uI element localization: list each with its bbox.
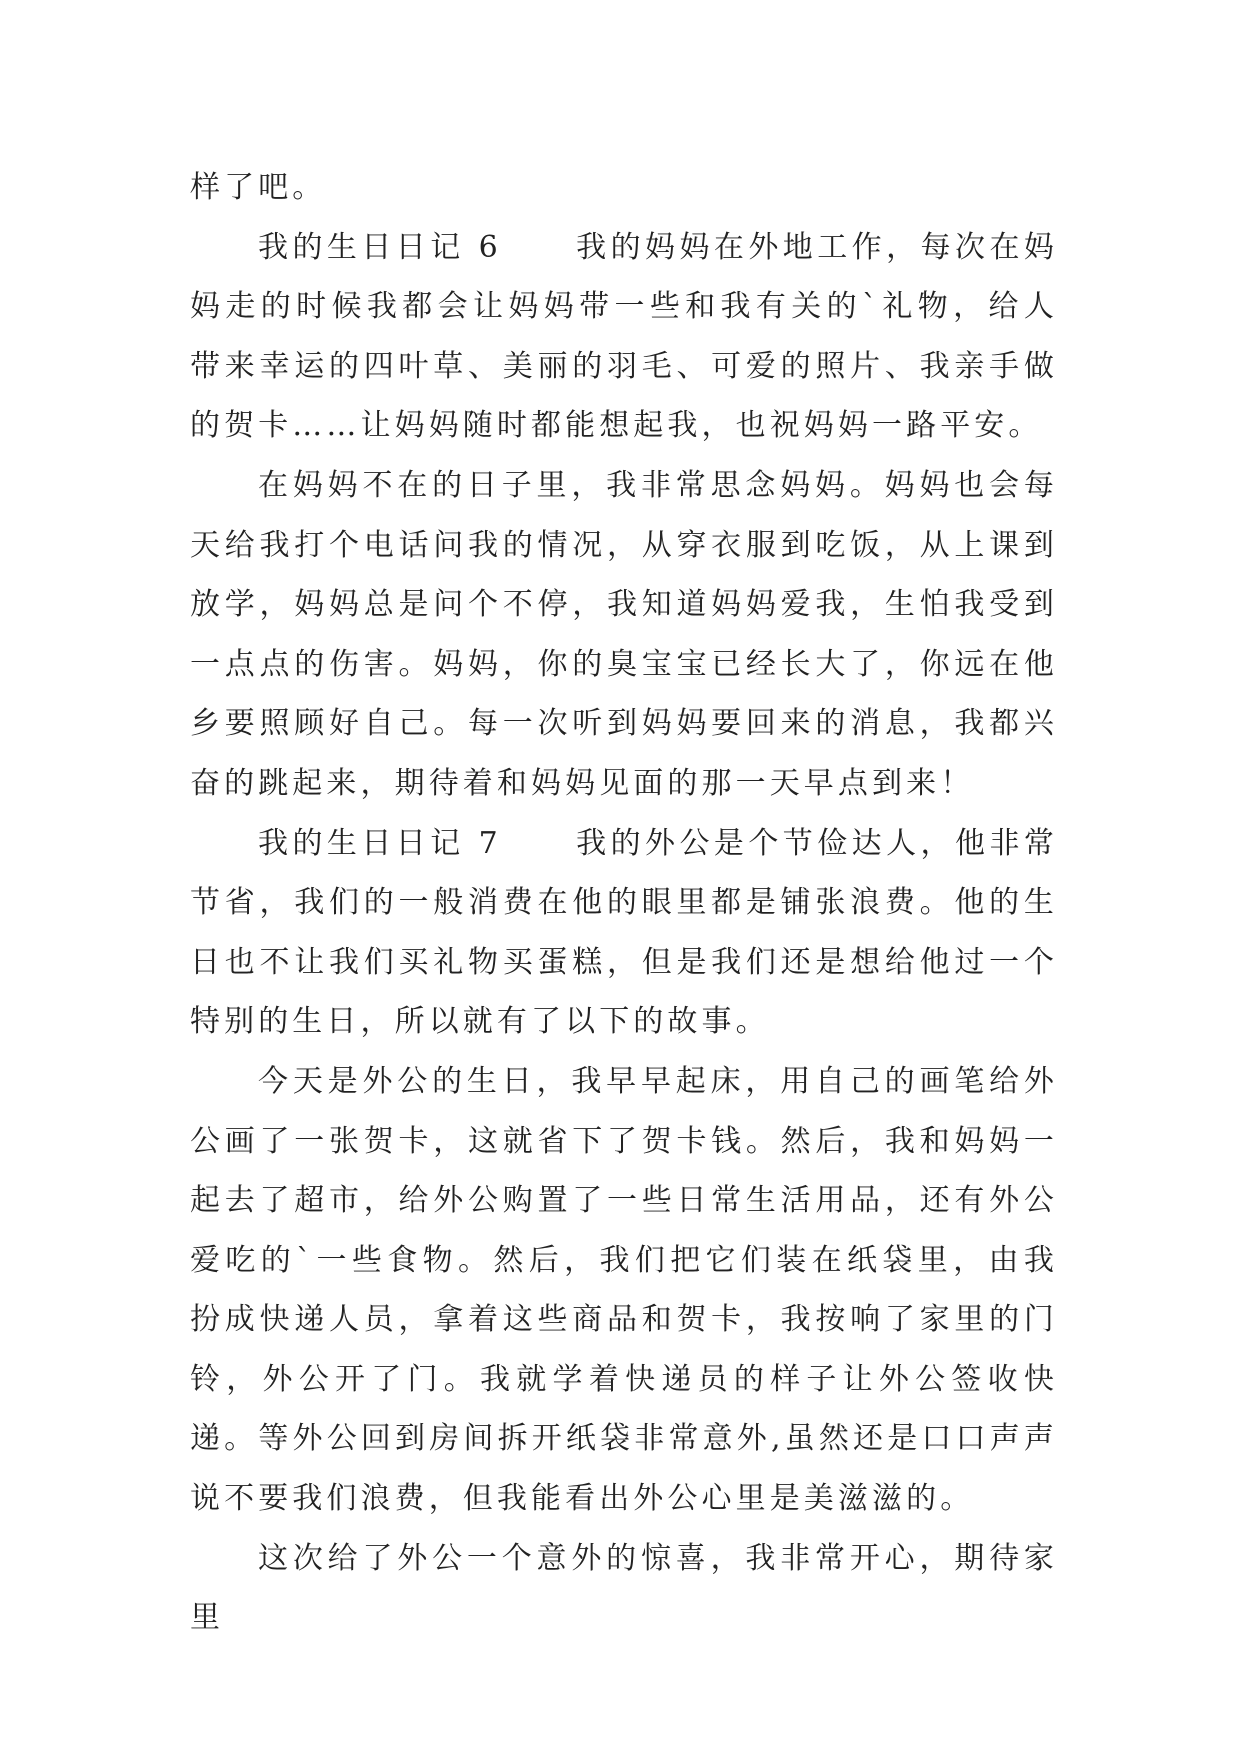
paragraph-text: 样了吧。 [190,170,327,205]
paragraph-2 [190,456,1058,814]
paragraph-4 [190,1052,1058,1529]
paragraph-5 [190,1529,1058,1648]
paragraph-text: 今天是外公的生日，我早早起床，用自己的画笔给外公画了一张贺卡，这就省下了贺卡钱。然后，我和妈妈一起去了超市，给外公购置了一些日常生活用品，还有外公爱吃的`一些食物。然后，我们把它们装在纸袋里，由我扮成快递人员，拿着这些商品和贺卡，我按响了家里的门铃，外公开了门。我就学着快递员的样子让外公签收快递。等外公回到房间拆开纸袋非常意外,虽然还是口口声声说不要我们浪费，但我能看出外公心里是美滋滋的。 [190,1063,1058,1517]
body-text [190,158,1058,1648]
paragraph-text: 这次给了外公一个意外的惊喜，我非常开心，期待家里 [190,1540,1058,1636]
paragraph-1 [190,218,1058,456]
paragraph-3 [190,814,1058,1052]
paragraph-0 [190,158,1058,218]
diary-heading-6: 我的生日日记 6 [258,229,502,265]
diary-heading-7: 我的生日日记 7 [258,825,502,861]
paragraph-text: 在妈妈不在的日子里，我非常思念妈妈。妈妈也会每天给我打个电话问我的情况，从穿衣服到吃饭，从上课到放学，妈妈总是问个不停，我知道妈妈爱我，生怕我受到一点点的伤害。妈妈，你的臭宝宝已经长大了，你远在他乡要照顾好自己。每一次听到妈妈要回来的消息，我都兴奋的跳起来，期待着和妈妈见面的那一天早点到来！ [190,467,1058,801]
paragraph-text: 我的外公是个节俭达人，他非常节省，我们的一般消费在他的眼里都是铺张浪费。他的生日也不让我们买礼物买蛋糕，但是我们还是想给他过一个特别的生日，所以就有了以下的故事。 [190,825,1058,1040]
paragraph-text: 我的妈妈在外地工作，每次在妈妈走的时候我都会让妈妈带一些和我有关的`礼物，给人带来幸运的四叶草、美丽的羽毛、可爱的照片、我亲手做的贺卡……让妈妈随时都能想起我，也祝妈妈一路平安。 [190,229,1058,444]
